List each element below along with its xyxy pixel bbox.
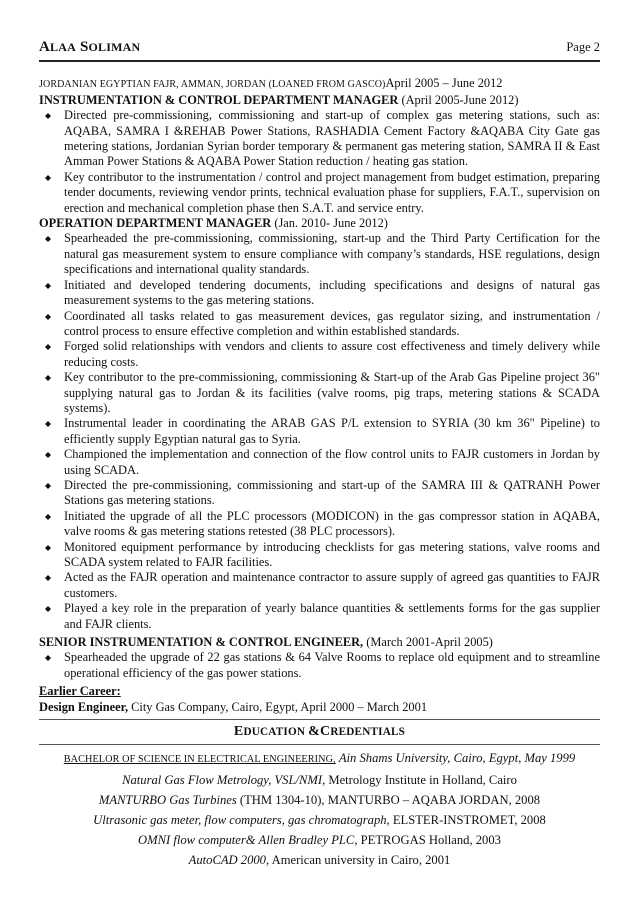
role-dates: (Jan. 2010- June 2012) <box>274 216 388 231</box>
role-bullets <box>39 650 600 681</box>
degree-line <box>39 748 600 770</box>
degree-school: Ain Shams University, Cairo, Egypt, May 1999 <box>338 751 576 766</box>
bullet-item: Initiated and developed tendering documents, including specifications and designs of natural gas measurement systems to the gas metering stations. <box>39 278 600 309</box>
bullet-item: Monitored equipment performance by introducing checklists for gas metering stations, valve rooms and SCADA system related to FAJR facilities. <box>39 540 600 571</box>
role-bullets <box>39 231 600 632</box>
bullet-item: Played a key role in the preparation of yearly balance quantities & settlements forms for the gas supplier and FAJR clients. <box>39 601 600 632</box>
role-bullets <box>39 108 600 216</box>
credential-line: Natural Gas Flow Metrology, VSL/NMI, Metrology Institute in Holland, Cairo <box>122 773 517 788</box>
diamond-bullet-icon <box>45 175 51 181</box>
page-number: Page 2 <box>566 40 600 54</box>
earlier-career-entry: Design Engineer, City Gas Company, Cairo, Egypt, April 2000 – March 2001 <box>39 699 428 714</box>
employer: JORDANIAN EGYPTIAN FAJR, AMMAN, JORDAN (LOANED FROM GASCO) <box>39 79 386 91</box>
bullet-item: Directed the pre-commissioning, commissioning and start-up of the SAMRA III & QATRANH Power Stations gas metering stations. <box>39 478 600 509</box>
diamond-bullet-icon <box>45 283 51 289</box>
credential-line: OMNI flow computer& Allen Bradley PLC, PETROGAS Holland, 2003 <box>138 833 501 848</box>
header-divider <box>39 60 600 62</box>
diamond-bullet-icon <box>45 421 51 427</box>
role-title: OPERATION DEPARTMENT MANAGER <box>39 216 272 231</box>
role-heading <box>39 216 600 231</box>
bullet-item: Forged solid relationships with vendors and clients to assure cost effectiveness and timely delivery while reducing costs. <box>39 339 600 370</box>
employer-dates: April 2005 – June 2012 <box>385 76 503 91</box>
role-title: INSTRUMENTATION & CONTROL DEPARTMENT MANAGER <box>39 92 399 107</box>
bullet-item: Instrumental leader in coordinating the ARAB GAS P/L extension to SYRIA (30 km 36" Pipeline) to efficiently supply Egyptian natural gas to Syria. <box>39 416 600 447</box>
role-dates: (April 2005-June 2012) <box>401 92 519 107</box>
diamond-bullet-icon <box>45 514 51 520</box>
role-heading <box>39 635 600 650</box>
bullet-item: Key contributor to the instrumentation / control and project management from budget estimation, preparing tender documents, reviewing vendor prints, technical evaluation phase for suppliers, F.A.T., supervision on erection and mechanical completion phase then S.A.T. and service entry. <box>39 170 600 216</box>
diamond-bullet-icon <box>45 545 51 551</box>
diamond-bullet-icon <box>45 452 51 458</box>
credential-line: Ultrasonic gas meter, flow computers, gas chromatograph, ELSTER-INSTROMET, 2008 <box>93 813 546 828</box>
employer-line <box>39 76 600 92</box>
bullet-item: Directed pre-commissioning, commissioning and start-up of complex gas metering stations, such as: AQABA, SAMRA I &REHAB Power Stations, RASHADIA Cement Factory &AQABA City Gate gas metering stations, Jordanian Syrian border temporary & permanent gas metering station, SAMRA II & East Amman Power Stations & AQABA Power Station reduction / heating gas station. <box>39 108 600 170</box>
bullet-item: Initiated the upgrade of all the PLC processors (MODICON) in the gas compressor station in AQABA, valve rooms & gas metering stations retested (38 PLC processors). <box>39 509 600 540</box>
candidate-name: ALAA SOLIMAN <box>39 39 141 55</box>
bullet-item: Championed the implementation and connection of the flow control units to FAJR customers in Jordan by using SCADA. <box>39 447 600 478</box>
role-dates: (March 2001-April 2005) <box>366 635 493 650</box>
page-header <box>39 40 600 55</box>
diamond-bullet-icon <box>45 314 51 320</box>
degree: BACHELOR OF SCIENCE IN ELECTRICAL ENGINEERING, <box>63 754 336 766</box>
role-title: SENIOR INSTRUMENTATION & CONTROL ENGINEER, <box>39 635 364 650</box>
bullet-item: Spearheaded the pre-commissioning, commissioning, start-up and the Third Party Certification for the natural gas measurement system to ensure compliance with company’s standards, HSE regulations, design specifications and international quality standards. <box>39 231 600 277</box>
diamond-bullet-icon <box>45 236 51 242</box>
diamond-bullet-icon <box>45 344 51 350</box>
bullet-item: Key contributor to the pre-commissioning, commissioning & Start-up of the Arab Gas Pipeline project 36" supplying natural gas to Jordan & its facilities (valve rooms, pig traps, metering stations & SCADA systems). <box>39 370 600 416</box>
earlier-career-heading: Earlier Career: <box>39 684 121 699</box>
diamond-bullet-icon <box>45 655 51 661</box>
bullet-item: Coordinated all tasks related to gas measurement devices, gas regulator sizing, and instrumentation / control process to ensure effective completion and within established standards. <box>39 309 600 340</box>
diamond-bullet-icon <box>45 113 51 119</box>
bullet-item: Acted as the FAJR operation and maintenance contractor to assure supply of agreed gas quantities to FAJR customers. <box>39 570 600 601</box>
diamond-bullet-icon <box>45 575 51 581</box>
bullet-item: Spearheaded the upgrade of 22 gas stations & 64 Valve Rooms to replace old equipment and to streamline operational efficiency of the gas power stations. <box>39 650 600 681</box>
diamond-bullet-icon <box>45 606 51 612</box>
credential-line: AutoCAD 2000, American university in Cairo, 2001 <box>188 853 451 868</box>
diamond-bullet-icon <box>45 375 51 381</box>
education-list <box>39 748 600 870</box>
diamond-bullet-icon <box>45 483 51 489</box>
role-heading <box>39 93 600 108</box>
education-heading: EDUCATION &CREDENTIALS <box>39 719 600 745</box>
credential-line: MANTURBO Gas Turbines (THM 1304-10), MANTURBO – AQABA JORDAN, 2008 <box>98 793 541 808</box>
